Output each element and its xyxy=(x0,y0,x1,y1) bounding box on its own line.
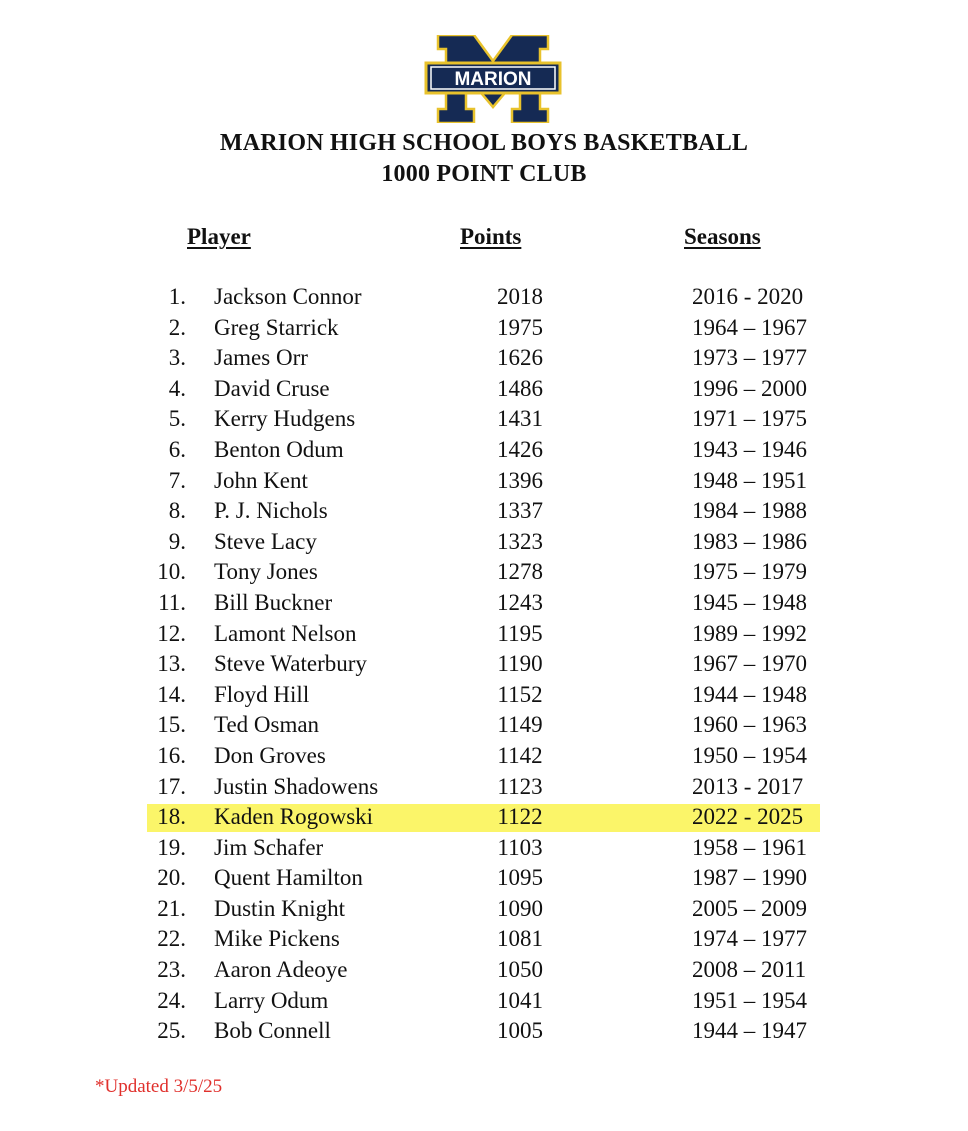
player-row xyxy=(0,282,968,313)
player-points: 1050 xyxy=(497,957,543,983)
player-name: Larry Odum xyxy=(214,987,329,1013)
player-name: Steve Waterbury xyxy=(214,651,367,677)
player-row xyxy=(0,374,968,405)
player-name: Mike Pickens xyxy=(214,926,340,952)
player-points: 1486 xyxy=(497,375,543,401)
player-seasons: 1950 – 1954 xyxy=(692,742,807,768)
player-points: 1152 xyxy=(497,681,543,707)
player-seasons: 1971 – 1975 xyxy=(692,406,807,432)
player-name: Ted Osman xyxy=(214,712,320,738)
player-row xyxy=(0,741,968,772)
player-row xyxy=(0,986,968,1017)
player-points: 1090 xyxy=(497,895,543,921)
player-points: 1426 xyxy=(497,436,543,462)
player-points: 1190 xyxy=(497,651,543,677)
player-points: 1626 xyxy=(497,345,543,371)
player-points: 1278 xyxy=(497,559,543,585)
player-seasons: 2013 - 2017 xyxy=(692,773,804,799)
player-points: 1103 xyxy=(497,834,543,860)
player-name: Jackson Connor xyxy=(214,284,362,309)
player-seasons: 1944 – 1947 xyxy=(692,1018,807,1044)
player-seasons: 1975 – 1979 xyxy=(692,559,807,585)
rank-number: 17. xyxy=(157,773,186,799)
rank-number: 18. xyxy=(157,804,186,830)
rank-number: 11. xyxy=(158,589,186,615)
player-name: Greg Starrick xyxy=(214,314,339,340)
player-row xyxy=(0,557,968,588)
player-row xyxy=(0,955,968,986)
player-row xyxy=(0,343,968,374)
player-points: 1396 xyxy=(497,467,543,493)
player-points: 1323 xyxy=(497,528,543,554)
player-name: David Cruse xyxy=(214,375,330,401)
player-seasons: 1973 – 1977 xyxy=(692,345,807,371)
player-row xyxy=(0,802,968,833)
player-seasons: 1984 – 1988 xyxy=(692,498,807,524)
player-row xyxy=(0,710,968,741)
player-seasons: 1945 – 1948 xyxy=(692,589,807,615)
player-seasons: 2005 – 2009 xyxy=(692,895,807,921)
player-row xyxy=(0,527,968,558)
rank-number: 13. xyxy=(157,651,186,677)
rank-number: 14. xyxy=(157,681,186,707)
player-points: 1041 xyxy=(497,987,543,1013)
player-name: Steve Lacy xyxy=(214,528,317,554)
rank-number: 15. xyxy=(157,712,186,738)
player-name: Benton Odum xyxy=(214,436,344,462)
player-points: 1142 xyxy=(497,742,543,768)
rank-number: 4. xyxy=(168,375,186,401)
seasons-column-header: Seasons xyxy=(684,224,761,249)
page-subtitle: 1000 POINT CLUB xyxy=(381,161,587,187)
logo-text: MARION xyxy=(454,69,532,90)
rank-number: 21. xyxy=(157,895,186,921)
player-row xyxy=(0,619,968,650)
player-name: James Orr xyxy=(214,345,308,371)
player-points: 1122 xyxy=(497,804,543,830)
player-points: 1431 xyxy=(497,406,543,432)
rank-number: 8. xyxy=(168,498,186,524)
rank-number: 16. xyxy=(157,742,186,768)
rank-number: 1. xyxy=(168,284,186,309)
player-name: Kaden Rogowski xyxy=(214,804,374,830)
player-name: Lamont Nelson xyxy=(214,620,357,646)
rank-number: 2. xyxy=(168,314,186,340)
player-seasons: 1983 – 1986 xyxy=(692,528,807,554)
player-name: Jim Schafer xyxy=(214,834,324,860)
player-points: 1123 xyxy=(497,773,543,799)
player-seasons: 1944 – 1948 xyxy=(692,681,807,707)
player-row xyxy=(0,496,968,527)
player-name: Tony Jones xyxy=(214,559,318,585)
player-row xyxy=(0,772,968,803)
player-name: Don Groves xyxy=(214,742,326,768)
rank-number: 19. xyxy=(157,834,186,860)
player-points: 2018 xyxy=(497,284,543,309)
player-name: Floyd Hill xyxy=(214,681,310,707)
player-seasons: 1951 – 1954 xyxy=(692,987,807,1013)
player-name: Kerry Hudgens xyxy=(214,406,356,432)
player-points: 1243 xyxy=(497,589,543,615)
player-points: 1081 xyxy=(497,926,543,952)
player-row xyxy=(0,894,968,925)
rank-number: 22. xyxy=(157,926,186,952)
player-row xyxy=(0,435,968,466)
page-title: MARION HIGH SCHOOL BOYS BASKETBALL xyxy=(219,130,749,156)
player-row xyxy=(0,1016,968,1047)
player-seasons: 1960 – 1963 xyxy=(692,712,807,738)
marion-logo xyxy=(424,35,562,123)
player-name: John Kent xyxy=(214,467,308,493)
player-seasons: 1948 – 1951 xyxy=(692,467,807,493)
player-row xyxy=(0,649,968,680)
player-list xyxy=(0,282,968,1047)
rank-number: 5. xyxy=(168,406,186,432)
player-row xyxy=(0,924,968,955)
rank-number: 9. xyxy=(168,528,186,554)
player-seasons: 2008 – 2011 xyxy=(692,957,807,983)
player-row xyxy=(0,466,968,497)
player-points: 1005 xyxy=(497,1018,543,1044)
rank-number: 23. xyxy=(157,957,186,983)
rank-number: 20. xyxy=(157,865,186,891)
player-seasons: 1958 – 1961 xyxy=(692,834,807,860)
player-row xyxy=(0,863,968,894)
player-seasons: 2016 - 2020 xyxy=(692,284,804,309)
player-seasons: 2022 - 2025 xyxy=(692,804,804,830)
player-name: Bob Connell xyxy=(214,1018,331,1044)
player-points: 1095 xyxy=(497,865,543,891)
player-seasons: 1943 – 1946 xyxy=(692,436,807,462)
player-name: Quent Hamilton xyxy=(214,865,363,891)
player-name: Bill Buckner xyxy=(214,589,333,615)
rank-number: 3. xyxy=(168,345,186,371)
player-points: 1337 xyxy=(497,498,543,524)
player-points: 1195 xyxy=(497,620,543,646)
player-row xyxy=(0,313,968,344)
rank-number: 10. xyxy=(157,559,186,585)
player-seasons: 1989 – 1992 xyxy=(692,620,807,646)
player-seasons: 1987 – 1990 xyxy=(692,865,807,891)
player-points: 1149 xyxy=(497,712,543,738)
rank-number: 25. xyxy=(157,1018,186,1044)
points-column-header: Points xyxy=(460,224,522,249)
player-points: 1975 xyxy=(497,314,543,340)
player-seasons: 1996 – 2000 xyxy=(692,375,807,401)
player-row xyxy=(0,833,968,864)
rank-number: 12. xyxy=(157,620,186,646)
rank-number: 24. xyxy=(157,987,186,1013)
player-seasons: 1974 – 1977 xyxy=(692,926,807,952)
player-column-header: Player xyxy=(187,224,251,249)
player-name: Aaron Adeoye xyxy=(214,957,348,983)
player-seasons: 1967 – 1970 xyxy=(692,651,807,677)
player-name: P. J. Nichols xyxy=(214,498,328,524)
player-row xyxy=(0,404,968,435)
player-row xyxy=(0,680,968,711)
rank-number: 6. xyxy=(168,436,186,462)
rank-number: 7. xyxy=(168,467,186,493)
player-row xyxy=(0,588,968,619)
player-name: Dustin Knight xyxy=(214,895,345,921)
player-name: Justin Shadowens xyxy=(214,773,379,799)
player-seasons: 1964 – 1967 xyxy=(692,314,807,340)
updated-footnote: *Updated 3/5/25 xyxy=(95,1076,223,1097)
